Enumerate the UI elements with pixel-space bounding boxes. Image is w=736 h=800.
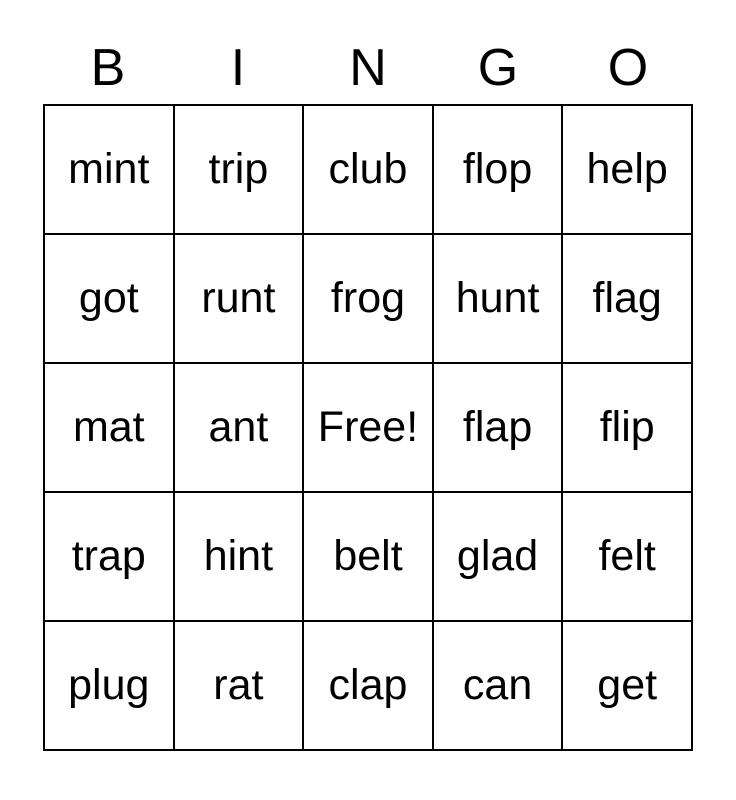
bingo-card [43,32,693,751]
bingo-grid [43,104,693,751]
bingo-cell[interactable]: trap [45,493,175,622]
bingo-cell[interactable]: flag [563,235,693,364]
bingo-header-i: I [230,39,246,97]
bingo-header-n: N [349,39,387,97]
bingo-cell[interactable]: flip [563,364,693,493]
bingo-cell[interactable]: frog [304,235,434,364]
bingo-cell[interactable]: runt [175,235,305,364]
bingo-cell[interactable]: mint [45,106,175,235]
bingo-cell[interactable]: felt [563,493,693,622]
bingo-cell[interactable]: mat [45,364,175,493]
bingo-cell[interactable]: belt [304,493,434,622]
bingo-cell[interactable]: glad [434,493,564,622]
bingo-cell[interactable]: can [434,622,564,751]
bingo-cell[interactable]: trip [175,106,305,235]
bingo-header-row [43,32,693,104]
bingo-cell[interactable]: got [45,235,175,364]
bingo-header-g: G [477,39,519,97]
bingo-cell[interactable]: hunt [434,235,564,364]
bingo-row [45,106,693,235]
bingo-row [45,364,693,493]
bingo-cell[interactable]: clap [304,622,434,751]
bingo-header-o: O [607,39,649,97]
bingo-cell[interactable]: plug [45,622,175,751]
bingo-cell[interactable]: flap [434,364,564,493]
bingo-cell[interactable]: ant [175,364,305,493]
bingo-row [45,493,693,622]
bingo-cell-free[interactable]: Free! [304,364,434,493]
bingo-cell[interactable]: help [563,106,693,235]
bingo-row [45,235,693,364]
bingo-cell[interactable]: get [563,622,693,751]
bingo-header-b: B [90,39,126,97]
bingo-row [45,622,693,751]
bingo-cell[interactable]: club [304,106,434,235]
bingo-cell[interactable]: rat [175,622,305,751]
bingo-cell[interactable]: flop [434,106,564,235]
bingo-cell[interactable]: hint [175,493,305,622]
